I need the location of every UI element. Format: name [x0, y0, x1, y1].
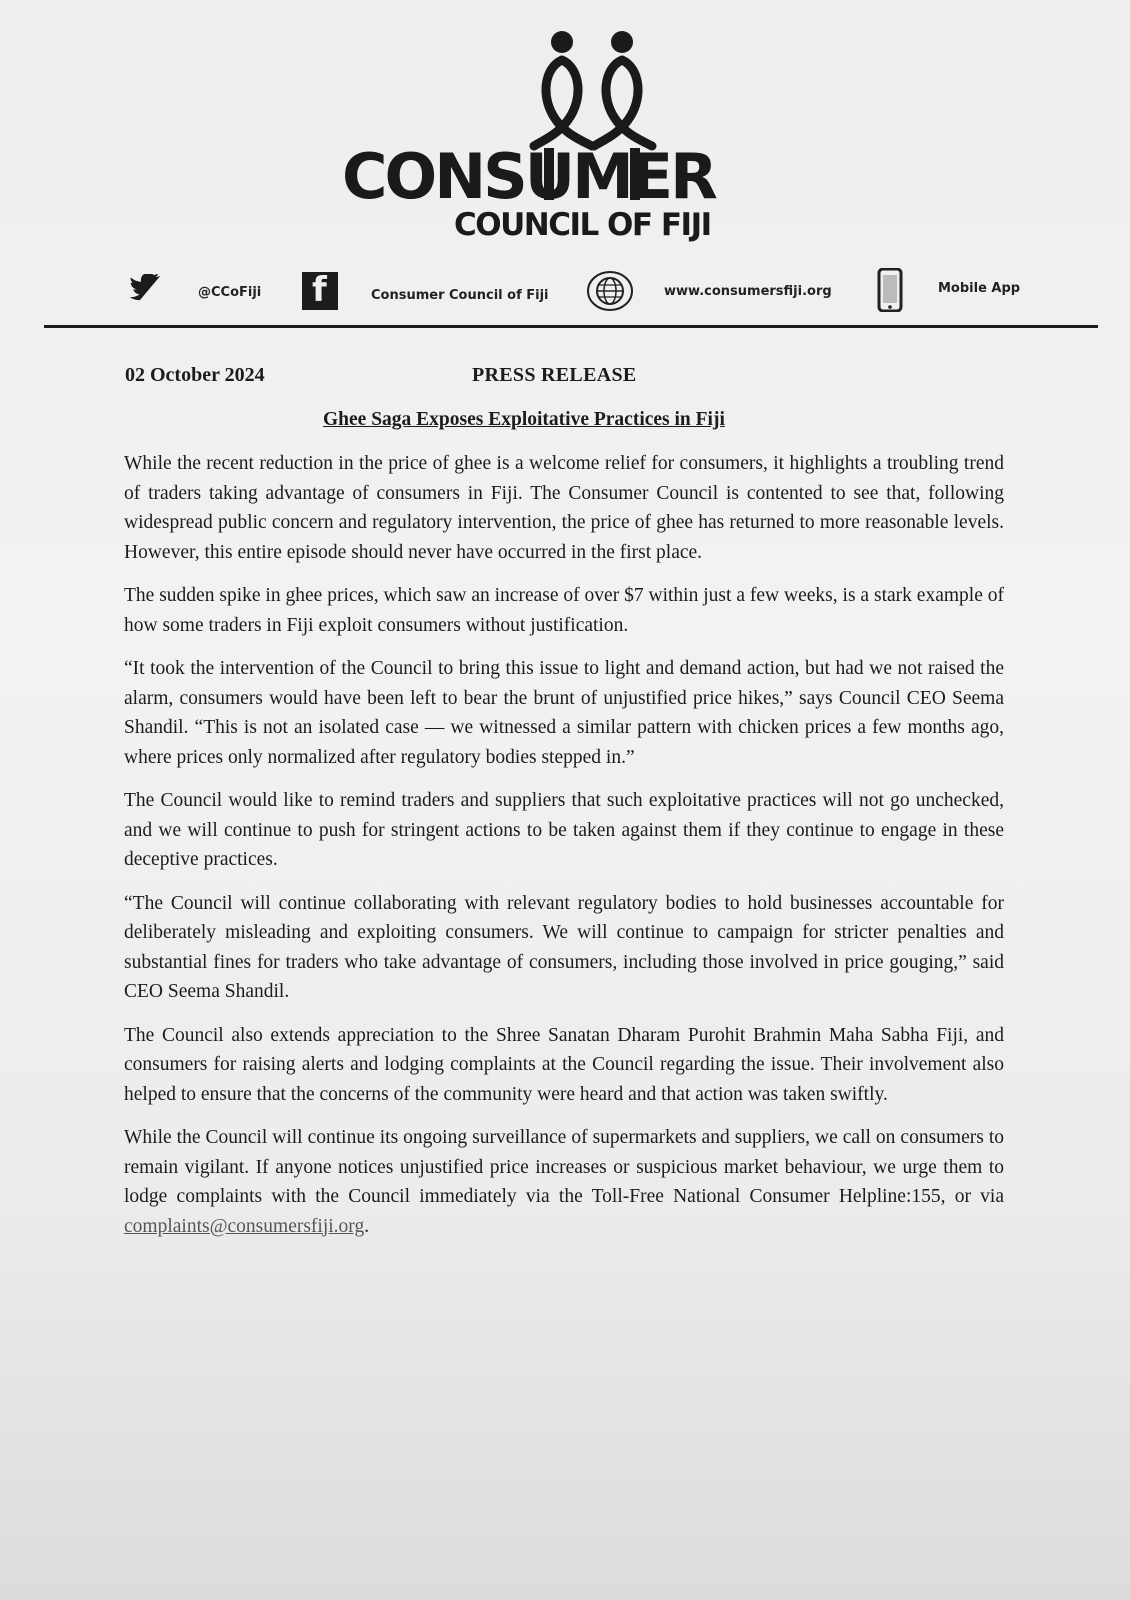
- twitter-handle: @CCoFiji: [198, 285, 262, 300]
- paragraph-6: The Council also extends appreciation to the Shree Sanatan Dharam Purohit Brahmin Maha Sabha Fiji, and consumers for raising alerts and lodging complaints at the Council regarding the issue. Their involvement also helped to ensure that the concerns of the community were heard and that action was taken swiftly.: [124, 1024, 1004, 1105]
- paragraph-4: The Council would like to remind traders and suppliers that such exploitative practices will not go unchecked, and we will continue to push for stringent actions to be taken against them if they continue to engage in these deceptive practices.: [124, 790, 1004, 870]
- twitter-icon: [128, 274, 160, 302]
- complaints-email-link[interactable]: complaints@consumersfiji.org: [124, 1215, 365, 1237]
- facebook-icon: f: [302, 272, 338, 310]
- paragraph-3: “It took the intervention of the Council to bring this issue to light and demand action, but had we not raised the alarm, consumers would have been left to bear the brunt of unjustified price hikes,” says Council CEO Seema Shandil. “This is not an isolated case — we witnessed a similar pattern with chicken prices a few months ago, where prices only normalized after regulatory bodies stepped in.”: [124, 658, 1004, 768]
- logo-subtitle: COUNCIL OF FIJI: [454, 207, 711, 243]
- consumer-council-logo: [330, 28, 750, 243]
- release-body: [124, 449, 1004, 1255]
- headline: Ghee Saga Exposes Exploitative Practices in Fiji: [323, 409, 725, 430]
- header-divider: [44, 325, 1098, 328]
- paragraph-1: While the recent reduction in the price of ghee is a welcome relief for consumers, it highlights a troubling trend of traders taking advantage of consumers in Fiji. The Consumer Council is contented to see that, following widespread public concern and regulatory intervention, the price of ghee has returned to more reasonable levels. However, this entire episode should never have occurred in the first place.: [124, 453, 1004, 563]
- paragraph-7-text: While the Council will continue its ongoing surveillance of supermarkets and suppliers, we call on consumers to remain vigilant. If anyone notices unjustified price increases or suspicious market behaviour, we urge them to lodge complaints with the Council immediately via the Toll-Free National Consumer Helpline:155, or via: [124, 1127, 1004, 1207]
- mobile-app-label: Mobile App: [938, 281, 1021, 296]
- website-url: www.consumersfiji.org: [664, 284, 832, 299]
- facebook-page-name: Consumer Council of Fiji: [371, 288, 549, 303]
- mobile-phone-icon: [877, 268, 903, 312]
- paragraph-5: “The Council will continue collaborating with relevant regulatory bodies to hold businesses accountable for deliberately misleading and exploiting consumers. We will continue to campaign for stricter penalties and substantial fines for traders who take advantage of consumers, including those involved in price gouging,” said CEO Seema Shandil.: [124, 892, 1004, 1002]
- globe-icon: [586, 270, 634, 312]
- paragraph-7-end: .: [364, 1215, 370, 1237]
- paragraph-7: [124, 1123, 1004, 1241]
- logo-wordmark: CONSUMER: [342, 140, 715, 213]
- document-type: PRESS RELEASE: [472, 364, 637, 386]
- contact-bar: [0, 270, 1130, 320]
- paragraph-2: The sudden spike in ghee prices, which saw an increase of over $7 within just a few weeks, is a stark example of how some traders in Fiji exploit consumers without justification.: [124, 585, 1004, 636]
- release-date: 02 October 2024: [125, 364, 265, 386]
